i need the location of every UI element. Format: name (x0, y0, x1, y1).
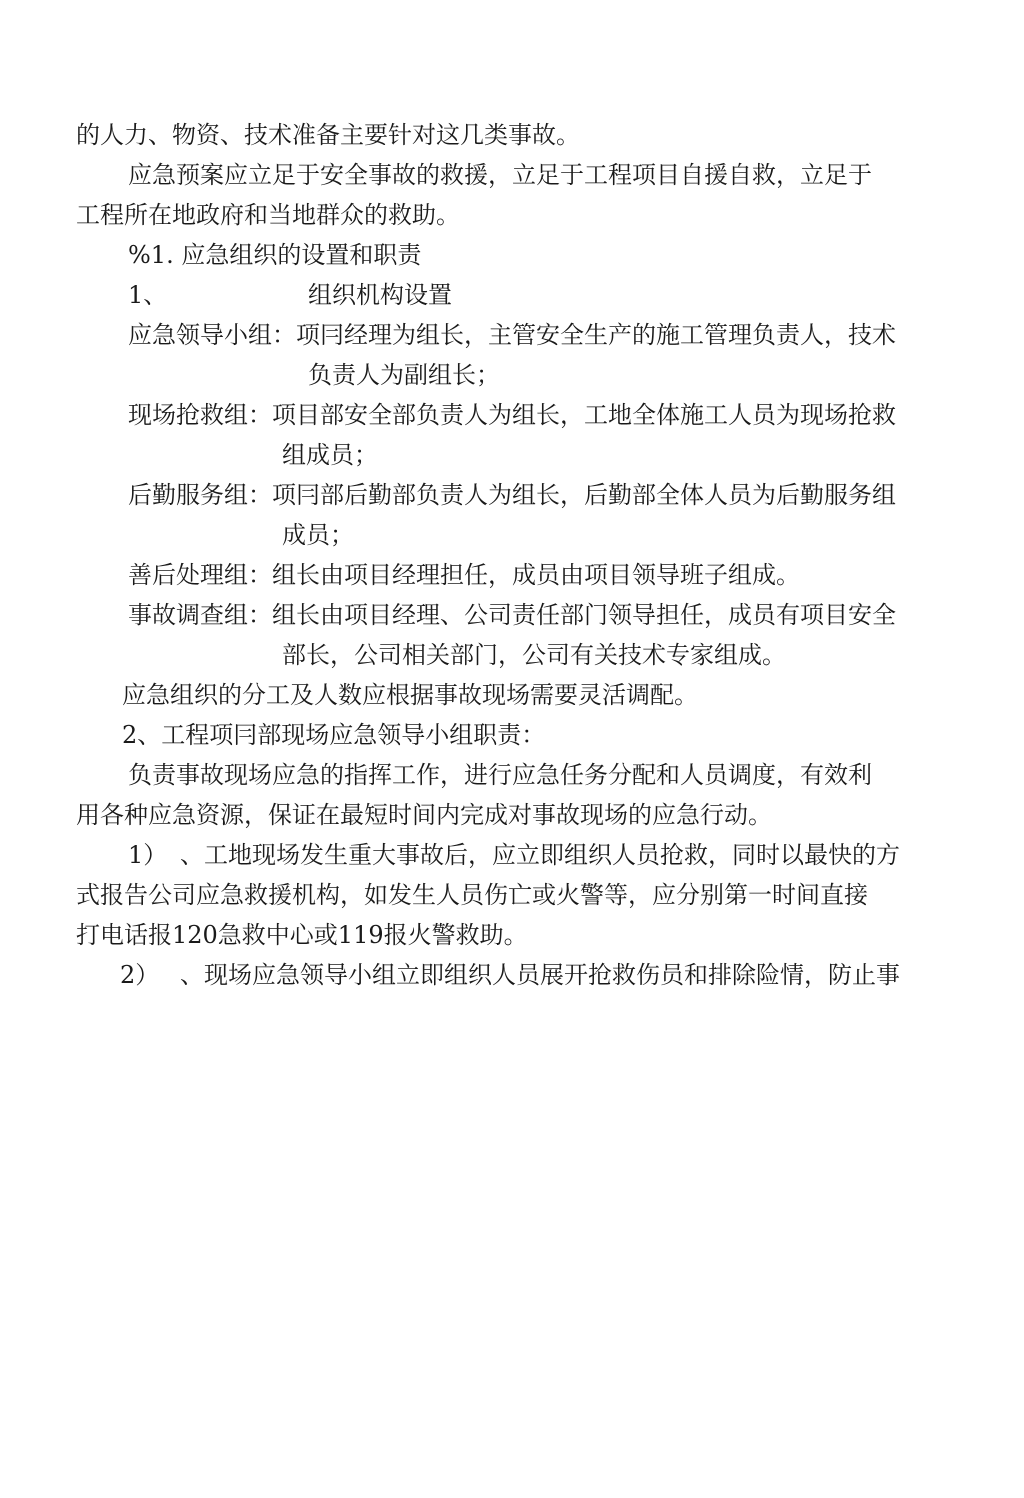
subsection-number: 1、 (128, 281, 168, 309)
text-line-18: 负责事故现场应急的指挥工作，进行应急任务分配和人员调度，有效利 (128, 761, 872, 789)
text-line-13: 善后处理组：组长由项目经理担任，成员由项目领导班子组成。 (128, 561, 800, 589)
text-line-8: 负责人为副组长； (308, 361, 500, 389)
text-line-16: 应急组织的分工及人数应根据事故现场需要灵活调配。 (122, 681, 698, 709)
text-line-17: 2、工程项冃部现场应急领导小组职责： (122, 721, 546, 749)
text-line-10: 组成员； (282, 441, 378, 469)
text-line-15: 部长，公司相关部门，公司有关技术专家组成。 (282, 641, 786, 669)
text-line-14: 事故调查组：组长由项目经理、公司责任部门领导担任，成员有项目安全 (128, 601, 896, 629)
text-line-9: 现场抢救组：项目部安全部负责人为组长，工地全体施工人员为现场抢救 (128, 401, 896, 429)
text-line-25: 、现场应急领导小组立即组织人员展开抢救伤员和排除险情，防止事 (180, 961, 900, 989)
text-line-3: 工程所在地政府和当地群众的救助。 (76, 201, 460, 229)
text-line-12: 成员； (282, 521, 354, 549)
text-line-2: 应急预案应立足于安全事故的救援，立足于工程项目自援自救，立足于 (128, 161, 872, 189)
text-line-23: 打电话报120急救中心或119报火警救助。 (76, 921, 528, 949)
text-line-21: 、工地现场发生重大事故后，应立即组织人员抢救，同时以最快的方 (180, 841, 900, 869)
section-heading: %1. 应急组织的设置和职责 (128, 241, 422, 269)
text-line-22: 式报告公司应急救援机构，如发生人员伤亡或火警等，应分别第一时间直接 (76, 881, 868, 909)
list-marker-2: 2） (120, 961, 160, 989)
text-line-7: 应急领导小组：项冃经理为组长，主管安全生产的施工管理负责人，技术 (128, 321, 896, 349)
subsection-title: 组织机构设置 (308, 281, 452, 309)
text-line-19: 用各种应急资源，保证在最短时间内完成对事故现场的应急行动。 (76, 801, 772, 829)
text-line-1: 的人力、物资、技术准备主要针对这几类事故。 (76, 121, 580, 149)
list-marker-1: 1） (128, 841, 168, 869)
text-line-11: 后勤服务组：项冃部后勤部负责人为组长，后勤部全体人员为后勤服务组 (128, 481, 896, 509)
